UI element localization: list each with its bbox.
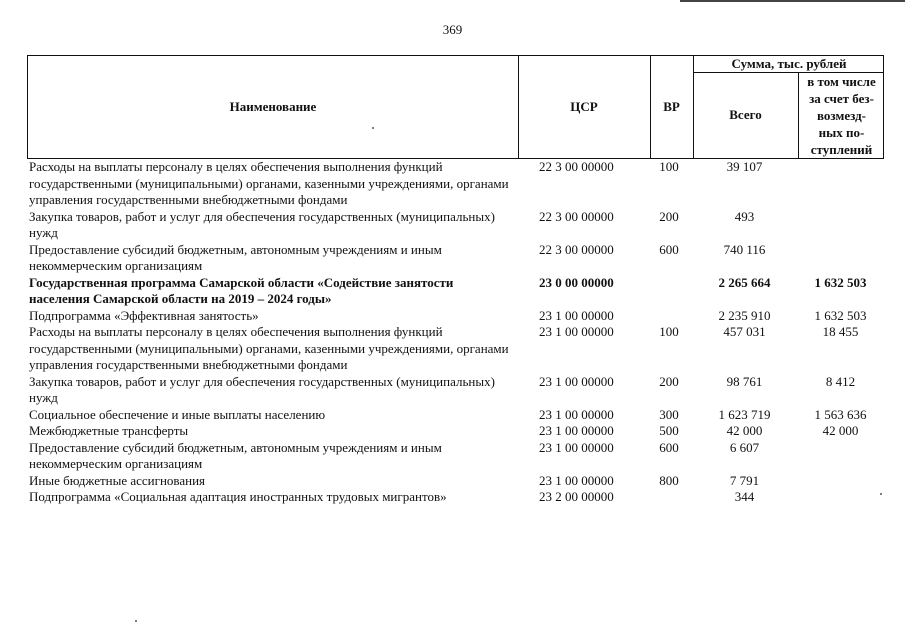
table-row bbox=[27, 324, 884, 374]
budget-table bbox=[27, 55, 884, 506]
row-total: 2 265 664 bbox=[718, 274, 771, 290]
row-vr: 600 bbox=[659, 241, 679, 257]
table-row bbox=[27, 275, 884, 308]
row-grants: 1 632 503 bbox=[814, 274, 867, 290]
header-total: Всего bbox=[729, 107, 762, 122]
table-row bbox=[27, 407, 884, 424]
row-csr: 23 1 00 00000 bbox=[539, 307, 614, 323]
row-vr: 600 bbox=[659, 439, 679, 455]
row-total: 6 607 bbox=[729, 439, 760, 455]
row-name: Социальное обеспечение и иные выплаты населению bbox=[29, 406, 326, 422]
row-total: 98 761 bbox=[726, 373, 763, 389]
table-body bbox=[27, 159, 884, 506]
row-name: Предоставление субсидий бюджетным, автономным учреждениям и иным некоммерческим организациям bbox=[29, 439, 442, 471]
row-name: Подпрограмма «Социальная адаптация иностранных трудовых мигрантов» bbox=[29, 489, 447, 504]
row-vr: 200 bbox=[659, 373, 679, 389]
row-vr: 200 bbox=[659, 208, 679, 224]
row-total: 42 000 bbox=[726, 423, 763, 438]
row-csr: 23 1 00 00000 bbox=[539, 324, 614, 339]
row-name: Предоставление субсидий бюджетным, автономным учреждениям и иным некоммерческим организациям bbox=[29, 241, 442, 273]
row-csr: 23 2 00 00000 bbox=[539, 489, 614, 504]
scan-speck bbox=[372, 127, 374, 129]
row-name: Расходы на выплаты персоналу в целях обеспечения выполнения функций государственными (муниципальными) органами, казенными учреждениями, органами управления государственными внебюджетными фондами bbox=[29, 159, 509, 207]
row-total: 7 791 bbox=[729, 472, 760, 488]
row-vr: 100 bbox=[659, 324, 679, 339]
row-csr: 23 1 00 00000 bbox=[539, 406, 614, 422]
page-number: 369 bbox=[442, 22, 463, 37]
row-name: Межбюджетные трансферты bbox=[29, 423, 189, 438]
row-grants: 18 455 bbox=[822, 324, 859, 339]
row-total: 493 bbox=[734, 208, 755, 224]
header-name: Наименование bbox=[229, 99, 317, 114]
row-grants: 1 632 503 bbox=[814, 307, 867, 323]
row-name: Иные бюджетные ассигнования bbox=[29, 472, 206, 488]
row-grants: 8 412 bbox=[825, 373, 856, 389]
row-csr: 22 3 00 00000 bbox=[539, 208, 614, 224]
header-sum: Сумма, тыс. рублей bbox=[731, 56, 847, 71]
table-row bbox=[27, 374, 884, 407]
table-row bbox=[27, 489, 884, 506]
table-row bbox=[27, 209, 884, 242]
row-vr: 300 bbox=[659, 406, 679, 422]
scan-speck bbox=[135, 620, 137, 622]
table-row bbox=[27, 423, 884, 440]
table-row bbox=[27, 308, 884, 325]
header-grants: в том числе за счет без- возмезд- ных по- ступлений bbox=[807, 73, 876, 157]
table-header bbox=[27, 55, 884, 159]
row-vr: 500 bbox=[659, 423, 679, 438]
row-grants: 42 000 bbox=[822, 423, 859, 438]
row-csr: 23 1 00 00000 bbox=[539, 373, 614, 389]
row-name: Подпрограмма «Эффективная занятость» bbox=[29, 307, 259, 323]
row-grants: 1 563 636 bbox=[814, 406, 867, 422]
row-csr: 23 0 00 00000 bbox=[539, 274, 614, 290]
row-total: 457 031 bbox=[723, 324, 766, 339]
row-csr: 23 1 00 00000 bbox=[539, 423, 614, 438]
row-vr: 800 bbox=[659, 472, 679, 488]
scan-speck bbox=[880, 493, 882, 495]
table-row bbox=[27, 473, 884, 490]
row-total: 740 116 bbox=[723, 241, 766, 257]
header-csr: ЦСР bbox=[570, 99, 598, 114]
row-vr: 100 bbox=[659, 159, 679, 174]
row-total: 1 623 719 bbox=[718, 406, 771, 422]
table-row bbox=[27, 440, 884, 473]
row-total: 2 235 910 bbox=[718, 307, 771, 323]
row-csr: 22 3 00 00000 bbox=[539, 241, 614, 257]
table-row bbox=[27, 242, 884, 275]
row-name: Закупка товаров, работ и услуг для обеспечения государственных (муниципальных) нужд bbox=[29, 208, 495, 240]
row-total: 344 bbox=[734, 489, 755, 504]
row-csr: 23 1 00 00000 bbox=[539, 472, 614, 488]
table-row bbox=[27, 159, 884, 209]
row-total: 39 107 bbox=[726, 159, 763, 174]
top-border-line bbox=[680, 0, 905, 2]
row-name: Закупка товаров, работ и услуг для обеспечения государственных (муниципальных) нужд bbox=[29, 373, 495, 405]
row-name: Государственная программа Самарской области «Содействие занятости населения Самарской области на 2019 – 2024 годы» bbox=[29, 274, 454, 306]
header-vr: ВР bbox=[663, 99, 680, 114]
row-csr: 23 1 00 00000 bbox=[539, 439, 614, 455]
row-name: Расходы на выплаты персоналу в целях обеспечения выполнения функций государственными (муниципальными) органами, казенными учреждениями, органами управления государственными внебюджетными фондами bbox=[29, 324, 509, 372]
row-csr: 22 3 00 00000 bbox=[539, 159, 614, 174]
